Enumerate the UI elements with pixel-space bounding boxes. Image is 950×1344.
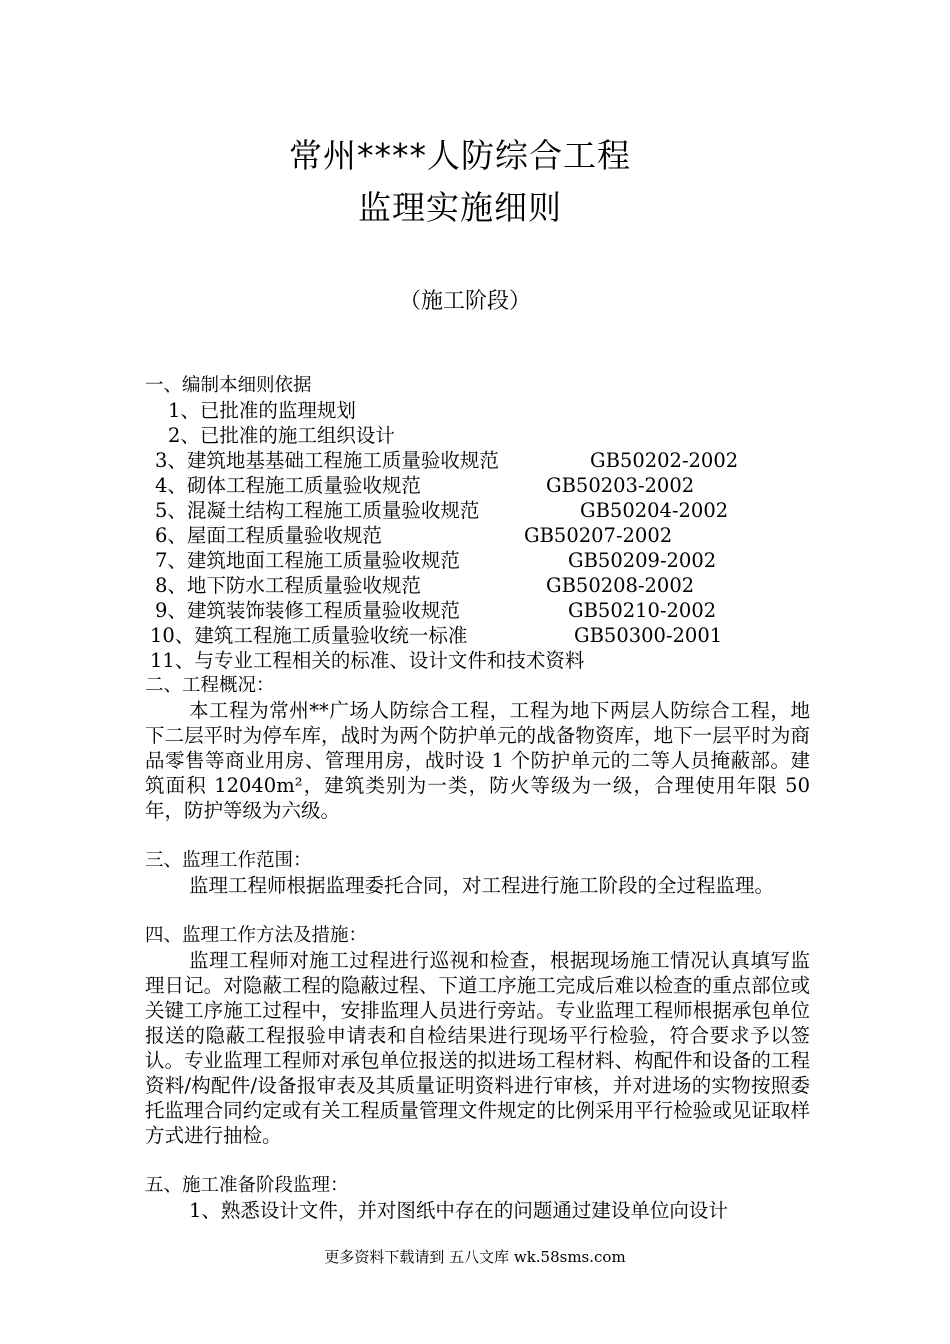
section5-paragraph: 1、熟悉设计文件，并对图纸中存在的问题通过建设单位向设计 bbox=[189, 1199, 728, 1222]
basis-item-4: 4、砌体工程施工质量验收规范 bbox=[155, 474, 421, 497]
section5-heading: 五、施工准备阶段监理： bbox=[145, 1175, 349, 1196]
basis-item-8: 8、地下防水工程质量验收规范 bbox=[155, 574, 421, 597]
basis-item-11: 11、与专业工程相关的标准、设计文件和技术资料 bbox=[150, 649, 585, 672]
page-footer: 更多资料下载请到 五八文库 wk.58sms.com bbox=[324, 1248, 626, 1266]
basis-item-9: 9、建筑装饰装修工程质量验收规范 bbox=[155, 599, 460, 622]
section3-heading: 三、监理工作范围： bbox=[145, 850, 312, 871]
basis-item-5-standard: GB50204-2002 bbox=[580, 499, 729, 522]
basis-item-10: 10、建筑工程施工质量验收统一标准 bbox=[150, 624, 468, 647]
section4-body bbox=[145, 948, 810, 1148]
section2-paragraph: 本工程为常州**广场人防综合工程，工程为地下两层人防综合工程，地下二层平时为停车库，战时为两个防护单元的战备物资库，地下一层平时为商品零售等商业用房、管理用房，战时设 1 个防护单元的二等人员掩蔽部。建筑面积 12040m²，建筑类别为一类，防火等级为一级，合理使用年限 50 年，防护等级为六级。 bbox=[145, 699, 810, 822]
document-title-line2: 监理实施细则 bbox=[358, 188, 562, 227]
basis-item-2: 2、已批准的施工组织设计 bbox=[168, 424, 395, 447]
section4-paragraph: 监理工程师对施工过程进行巡视和检查，根据现场施工情况认真填写监理日记。对隐蔽工程的隐蔽过程、下道工序施工完成后难以检查的重点部位或关键工序施工过程中，安排监理人员进行旁站。专业监理工程师根据承包单位报送的隐蔽工程报验申请表和自检结果进行现场平行检验，符合要求予以签认。专业监理工程师对承包单位报送的拟进场工程材料、构配件和设备的工程资料/构配件/设备报审表及其质量证明资料进行审核，并对进场的实物按照委托监理合同约定或有关工程质量管理文件规定的比例采用平行检验或见证取样方式进行抽检。 bbox=[145, 949, 810, 1147]
basis-item-4-standard: GB50203-2002 bbox=[546, 474, 695, 497]
basis-item-5: 5、混凝土结构工程施工质量验收规范 bbox=[155, 499, 480, 522]
section3-paragraph: 监理工程师根据监理委托合同，对工程进行施工阶段的全过程监理。 bbox=[189, 874, 775, 897]
basis-item-6: 6、屋面工程质量验收规范 bbox=[155, 524, 382, 547]
section2-heading: 二、工程概况： bbox=[145, 675, 275, 696]
section5-body bbox=[145, 1198, 810, 1223]
basis-item-3-standard: GB50202-2002 bbox=[590, 449, 739, 472]
document-subtitle: （施工阶段） bbox=[398, 289, 531, 314]
section1-heading: 一、编制本细则依据 bbox=[145, 375, 312, 396]
basis-item-3: 3、建筑地基基础工程施工质量验收规范 bbox=[155, 449, 499, 472]
basis-item-7-standard: GB50209-2002 bbox=[568, 549, 717, 572]
section3-body bbox=[145, 873, 810, 898]
basis-item-8-standard: GB50208-2002 bbox=[546, 574, 695, 597]
basis-item-6-standard: GB50207-2002 bbox=[524, 524, 673, 547]
section4-heading: 四、监理工作方法及措施： bbox=[145, 925, 368, 946]
basis-item-10-standard: GB50300-2001 bbox=[574, 624, 723, 647]
section2-body bbox=[145, 698, 810, 823]
basis-item-7: 7、建筑地面工程施工质量验收规范 bbox=[155, 549, 460, 572]
document-title-line1: 常州****人防综合工程 bbox=[289, 136, 631, 175]
basis-item-1: 1、已批准的监理规划 bbox=[168, 399, 356, 422]
basis-item-9-standard: GB50210-2002 bbox=[568, 599, 717, 622]
